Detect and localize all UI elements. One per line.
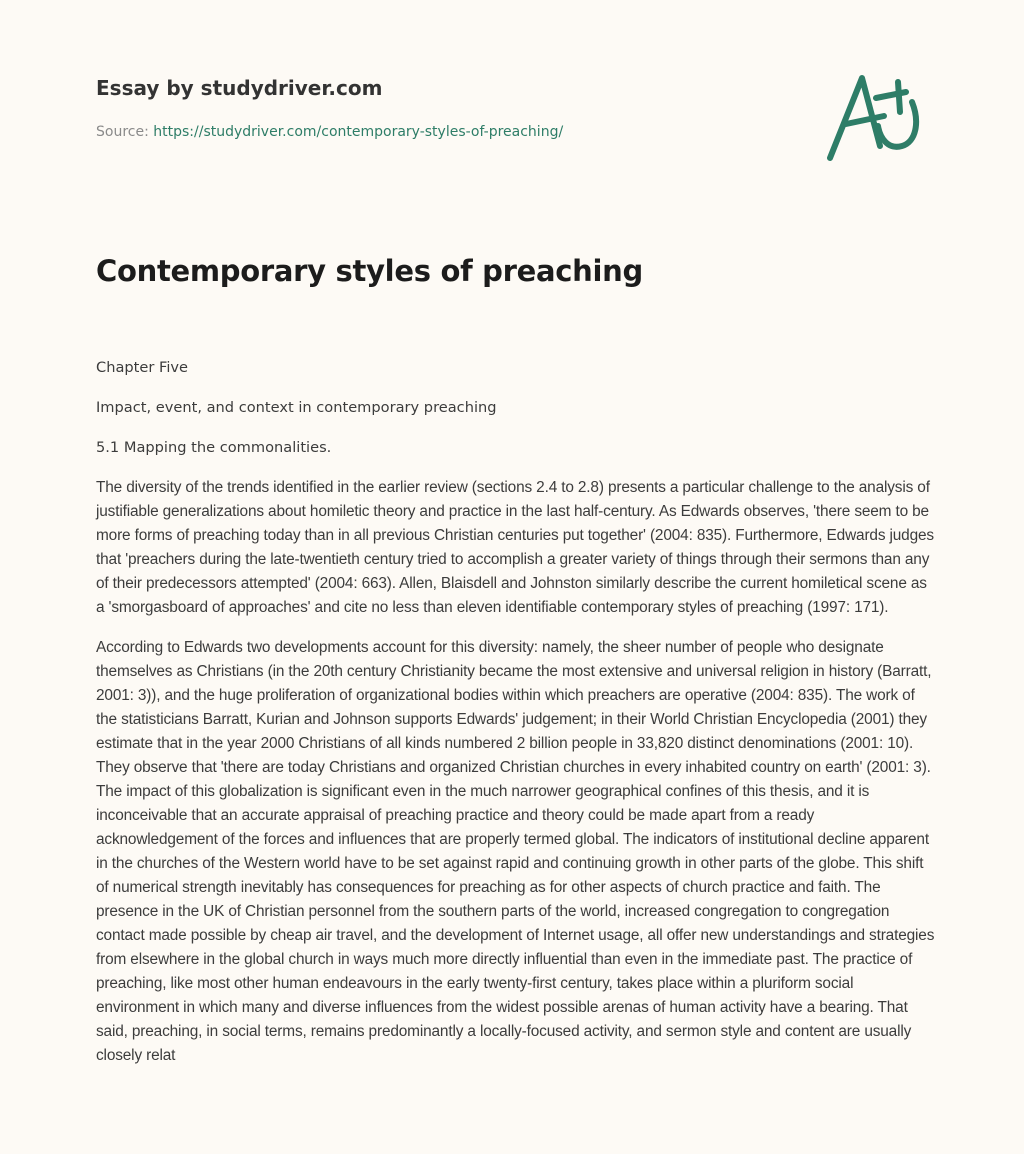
chapter-heading: Chapter Five [96,359,188,376]
section-heading: 5.1 Mapping the commonalities. [96,439,332,456]
site-title: Essay by studydriver.com [96,76,383,100]
document-title: Contemporary styles of preaching [96,254,643,288]
paragraph: The diversity of the trends identified in the earlier review (sections 2.4 to 2.8) presents a particular challenge to the analysis of justifiable generalizations about homiletic theory and practice in the last half-century. As Edwards observes, 'there seem to be more forms of preaching today than in all previous Christian centuries put together' (2004: 835). Furthermore, Edwards judges that 'preachers during the late-twentieth century tried to accomplish a greater variety of things through their sermons than any of their predecessors attempted' (2004: 663). Allen, Blaisdell and Johnston similarly describe the current homiletical scene as a 'smorgasboard of approaches' and cite no less than eleven identifiable contemporary styles of preaching (1997: 171). [96,479,934,616]
a-plus-grade-icon [820,64,930,168]
source-label: Source: [96,124,149,140]
document-content [96,356,936,1084]
source-link[interactable]: https://studydriver.com/contemporary-styles-of-preaching/ [153,124,564,140]
source-line [96,124,563,140]
paragraph: According to Edwards two developments account for this diversity: namely, the sheer number of people who designate themselves as Christians (in the 20th century Christianity became the most extensive and universal religion in history (Barratt, 2001: 3)), and the huge proliferation of organizational bodies within which preachers are operative (2004: 835). The work of the statisticians Barratt, Kurian and Johnson supports Edwards' judgement; in their World Christian Encyclopedia (2001) they estimate that in the year 2000 Christians of all kinds numbered 2 billion people in 33,820 distinct denominations (2001: 10). They observe that 'there are today Christians and organized Christian churches in every inhabited country on earth' (2001: 3). The impact of this globalization is significant even in the much narrower geographical confines of this thesis, and it is inconceivable that an accurate appraisal of preaching practice and theory could be made apart from a ready acknowledgement of the forces and influences that are properly termed global. The indicators of institutional decline apparent in the churches of the Western world have to be set against rapid and continuing growth in other parts of the globe. This shift of numerical strength inevitably has consequences for preaching as for other aspects of church practice and faith. The presence in the UK of Christian personnel from the southern parts of the world, increased congregation to congregation contact made possible by cheap air travel, and the development of Internet usage, all offer new understandings and strategies from elsewhere in the global church in ways much more directly influential than even in the immediate past. The practice of preaching, like most other human endeavours in the early twenty-first century, takes place within a pluriform social environment in which many and diverse influences from the widest possible arenas of human activity have a bearing. That said, preaching, in social terms, remains predominantly a locally-focused activity, and sermon style and content are usually closely relat [96,639,935,1064]
page-header [96,76,563,140]
chapter-subtitle: Impact, event, and context in contemporary preaching [96,399,497,416]
